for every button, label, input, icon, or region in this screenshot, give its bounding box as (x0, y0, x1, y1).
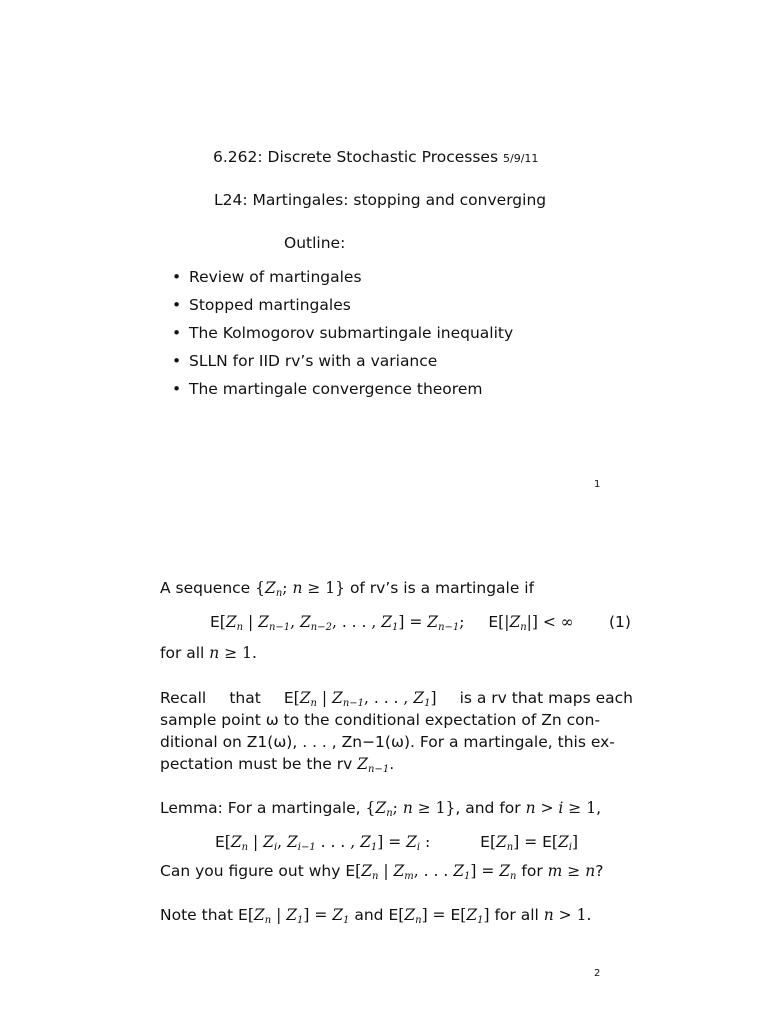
lecture-date: 5/9/11 (502, 152, 539, 165)
recall-paragraph: Recall that $E[Z_n$ | $Z_{n-1}$, . . . , $Z_1$] is a rv that maps each sample point ω to the conditional expectation of Zn con- ditional on Z1(ω), . . . , Zn−1(ω). For a martingale, this ex- pectation must be the rv $Z_{n-1}$ . (160, 689, 633, 775)
for-all-line: for all n ≥ 1. (160, 644, 257, 662)
conditional-expectation: $E[Z_n$ | $Z_{n-1}$, . . . , $Z_1$] (283, 689, 437, 709)
equation-number: (1) (609, 613, 631, 631)
note-line: Note that $E[Z_n$ | $Z_1] = Z_1$ and $E[Z_n] = E[Z_1]$ for all n > 1. (160, 906, 592, 926)
question-line: Can you figure out why $E[Z_n$ | $Z_m$, . . . $Z_1] = Z_n$ for m ≥ n? (160, 862, 604, 882)
page-number: 1 (594, 479, 601, 490)
course-title: 6.262: Discrete Stochastic Processes 5/9/11 (213, 148, 539, 166)
outline-item: • The Kolmogorov submartingale inequality (172, 322, 513, 350)
outline-item: • Review of martingales (172, 266, 513, 294)
outline-item: • Stopped martingales (172, 294, 513, 322)
outline-heading: Outline: (284, 234, 346, 252)
outline-item: • The martingale convergence theorem (172, 378, 513, 406)
lecture-title: L24: Martingales: stopping and converging (214, 191, 547, 209)
lemma-equation: $E[Z_n$ | $Z_i$, $Z_{i-1}$ . . . , $Z_1] = Z_i$ : $E[Z_n] = E[Z_i]$ (215, 833, 579, 853)
outline-list (172, 266, 513, 406)
outline-item: • SLLN for IID rv’s with a variance (172, 350, 513, 378)
sequence-formula: {$Z_n$; n ≥ 1} (255, 579, 345, 599)
slide-2 (0, 512, 768, 1024)
martingale-definition: A sequence {$Z_n$; n ≥ 1} of rv’s is a martingale if (160, 579, 535, 599)
page-number: 2 (594, 968, 601, 979)
lemma-statement: Lemma: For a martingale, {$Z_n$; n ≥ 1}, and for n > i ≥ 1, (160, 799, 602, 819)
equation-1: $E[Z_n$ | $Z_{n-1}$, $Z_{n-2}$, . . . , $Z_1] = Z_{n-1}$; $E[|Z_n|]$ < ∞ (210, 613, 574, 633)
